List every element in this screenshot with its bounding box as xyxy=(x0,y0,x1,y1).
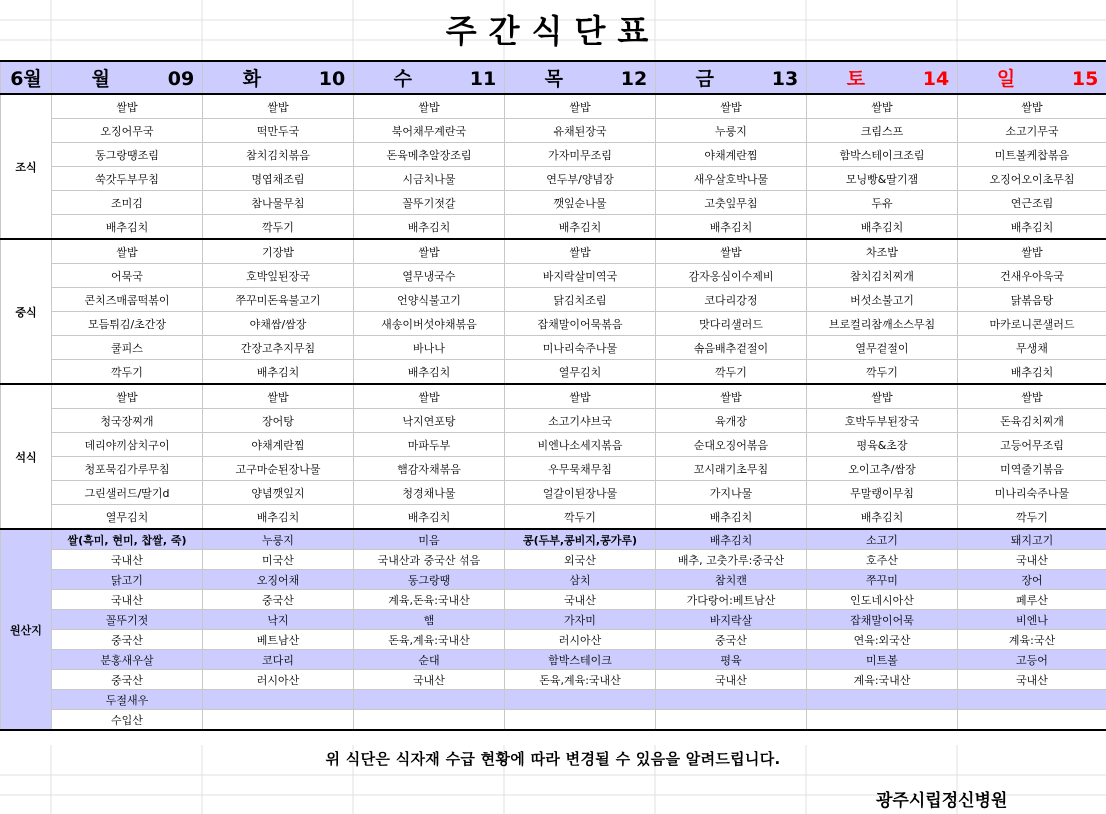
origin-cell: 돈육,계육:국내산 xyxy=(505,670,656,690)
menu-item: 깍두기 xyxy=(958,505,1106,530)
day-header xyxy=(505,61,656,94)
menu-item: 모닝빵&딸기잼 xyxy=(807,167,958,191)
menu-item: 쌀밥 xyxy=(52,239,203,264)
menu-item: 열무김치 xyxy=(505,360,656,385)
menu-item: 육개장 xyxy=(656,409,807,433)
origin-cell: 바지락살 xyxy=(656,610,807,630)
menu-item: 동그랑땡조림 xyxy=(52,143,203,167)
origin-cell xyxy=(505,690,656,710)
meal-row xyxy=(1,264,1106,288)
menu-item: 바지락살미역국 xyxy=(505,264,656,288)
menu-item: 배추김치 xyxy=(203,360,354,385)
menu-item: 낙지연포탕 xyxy=(354,409,505,433)
menu-item: 떡만두국 xyxy=(203,119,354,143)
menu-item: 새우살호박나물 xyxy=(656,167,807,191)
menu-item: 차조밥 xyxy=(807,239,958,264)
origin-cell: 미트볼 xyxy=(807,650,958,670)
origin-row xyxy=(1,670,1106,690)
day-name: 월 xyxy=(91,68,110,90)
meal-row xyxy=(1,191,1106,215)
menu-item: 쌀밥 xyxy=(505,239,656,264)
menu-item: 건새우아욱국 xyxy=(958,264,1106,288)
menu-item: 쌀밥 xyxy=(807,384,958,409)
meal-row xyxy=(1,215,1106,240)
origin-row xyxy=(1,710,1106,731)
menu-item: 배추김치 xyxy=(807,505,958,530)
origin-cell: 수입산 xyxy=(52,710,203,731)
meal-row xyxy=(1,457,1106,481)
origin-cell: 순대 xyxy=(354,650,505,670)
menu-item: 무말랭이무침 xyxy=(807,481,958,505)
origin-cell: 가자미 xyxy=(505,610,656,630)
day-date: 10 xyxy=(318,68,346,90)
meal-row xyxy=(1,360,1106,385)
origin-cell xyxy=(505,710,656,731)
menu-item: 쌀밥 xyxy=(354,384,505,409)
origin-cell: 중국산 xyxy=(656,630,807,650)
origin-cell: 평육 xyxy=(656,650,807,670)
menu-item: 배추김치 xyxy=(203,505,354,530)
menu-item: 배추김치 xyxy=(354,505,505,530)
meal-row xyxy=(1,433,1106,457)
day-name: 수 xyxy=(393,68,412,90)
origin-row xyxy=(1,610,1106,630)
origin-cell: 오징어채 xyxy=(203,570,354,590)
hospital-name: 광주시립정신병원 xyxy=(876,791,1008,811)
origin-cell xyxy=(203,710,354,731)
origin-row xyxy=(1,570,1106,590)
page-title: 주간식단표 xyxy=(445,12,661,50)
menu-item: 배추김치 xyxy=(354,360,505,385)
menu-item: 닭김치조림 xyxy=(505,288,656,312)
origin-cell: 계육:국산 xyxy=(958,630,1106,650)
menu-item: 평육&초장 xyxy=(807,433,958,457)
menu-item: 얼갈이된장나물 xyxy=(505,481,656,505)
menu-item: 배추김치 xyxy=(958,215,1106,240)
menu-item: 그린샐러드/딸기d xyxy=(52,481,203,505)
menu-item: 참나물무침 xyxy=(203,191,354,215)
menu-item: 미역줄기볶음 xyxy=(958,457,1106,481)
menu-item: 쌀밥 xyxy=(203,94,354,119)
origin-cell: 미국산 xyxy=(203,550,354,570)
menu-item: 배추김치 xyxy=(958,360,1106,385)
origin-cell: 고등어 xyxy=(958,650,1106,670)
origin-cell: 국내산 xyxy=(52,550,203,570)
day-name: 목 xyxy=(544,68,563,90)
menu-item: 돈육메추알장조림 xyxy=(354,143,505,167)
menu-item: 솎음배추겉절이 xyxy=(656,336,807,360)
origin-cell: 국내산 xyxy=(354,670,505,690)
meal-row xyxy=(1,288,1106,312)
day-header-row xyxy=(1,61,1106,94)
menu-item: 마파두부 xyxy=(354,433,505,457)
meal-row xyxy=(1,167,1106,191)
menu-item: 언양식불고기 xyxy=(354,288,505,312)
menu-item: 코다리강정 xyxy=(656,288,807,312)
menu-item: 쌀밥 xyxy=(958,94,1106,119)
menu-item: 모듬튀김/초간장 xyxy=(52,312,203,336)
menu-item: 명엽채조림 xyxy=(203,167,354,191)
menu-item: 청포묵김가루무침 xyxy=(52,457,203,481)
day-header xyxy=(656,61,807,94)
origin-cell: 국내산 xyxy=(958,670,1106,690)
menu-item: 잡채말이어묵볶음 xyxy=(505,312,656,336)
menu-item: 쭈꾸미돈육불고기 xyxy=(203,288,354,312)
origin-cell: 국내산과 중국산 섞음 xyxy=(354,550,505,570)
day-date: 09 xyxy=(167,68,195,90)
menu-item: 참치김치찌개 xyxy=(807,264,958,288)
origin-cell: 소고기 xyxy=(807,529,958,550)
origin-cell: 계육,돈육:국내산 xyxy=(354,590,505,610)
menu-item: 야채계란찜 xyxy=(656,143,807,167)
menu-item: 깍두기 xyxy=(505,505,656,530)
origin-cell: 함박스테이크 xyxy=(505,650,656,670)
month-label: 6월 xyxy=(1,61,52,94)
origin-cell xyxy=(807,710,958,731)
origin-cell: 러시아산 xyxy=(203,670,354,690)
menu-item: 쌀밥 xyxy=(203,384,354,409)
menu-item: 참치김치볶음 xyxy=(203,143,354,167)
meal-label: 중식 xyxy=(1,239,52,384)
menu-item: 쌀밥 xyxy=(505,94,656,119)
menu-item: 쌀밥 xyxy=(52,384,203,409)
menu-item: 고등어무조림 xyxy=(958,433,1106,457)
menu-item: 누룽지 xyxy=(656,119,807,143)
origin-cell: 코다리 xyxy=(203,650,354,670)
menu-item: 배추김치 xyxy=(656,215,807,240)
origin-cell: 비엔나 xyxy=(958,610,1106,630)
menu-item: 청경채나물 xyxy=(354,481,505,505)
menu-item: 호박두부된장국 xyxy=(807,409,958,433)
menu-item: 오징어무국 xyxy=(52,119,203,143)
menu-item: 배추김치 xyxy=(52,215,203,240)
menu-item: 쌀밥 xyxy=(958,384,1106,409)
menu-item: 햄감자채볶음 xyxy=(354,457,505,481)
meal-row xyxy=(1,143,1106,167)
origin-cell: 미음 xyxy=(354,529,505,550)
menu-item: 연근조림 xyxy=(958,191,1106,215)
menu-item: 깻잎순나물 xyxy=(505,191,656,215)
menu-item: 유채된장국 xyxy=(505,119,656,143)
origin-row xyxy=(1,690,1106,710)
menu-item: 쌀밥 xyxy=(505,384,656,409)
menu-item: 열무김치 xyxy=(52,505,203,530)
menu-item: 간장고추지무침 xyxy=(203,336,354,360)
meal-row xyxy=(1,409,1106,433)
origin-cell xyxy=(958,690,1106,710)
menu-item: 쌀밥 xyxy=(52,94,203,119)
origin-cell: 외국산 xyxy=(505,550,656,570)
origin-cell xyxy=(656,710,807,731)
menu-item: 연두부/양념장 xyxy=(505,167,656,191)
menu-item: 우무묵채무침 xyxy=(505,457,656,481)
origin-cell: 누룽지 xyxy=(203,529,354,550)
origin-cell: 동그랑땡 xyxy=(354,570,505,590)
origin-cell: 낙지 xyxy=(203,610,354,630)
origin-cell: 돼지고기 xyxy=(958,529,1106,550)
origin-cell: 국내산 xyxy=(52,590,203,610)
menu-item: 쌀밥 xyxy=(958,239,1106,264)
menu-item: 깍두기 xyxy=(656,360,807,385)
day-name: 화 xyxy=(242,68,261,90)
origin-cell: 쌀(흑미, 현미, 찹쌀, 죽) xyxy=(52,529,203,550)
day-date: 12 xyxy=(620,68,648,90)
menu-item: 장어탕 xyxy=(203,409,354,433)
origin-cell: 꼴뚜기젓 xyxy=(52,610,203,630)
menu-item: 쌀밥 xyxy=(354,239,505,264)
menu-item: 가자미무조림 xyxy=(505,143,656,167)
menu-item: 감자옹심이수제비 xyxy=(656,264,807,288)
menu-item: 북어채무계란국 xyxy=(354,119,505,143)
meal-row xyxy=(1,481,1106,505)
origin-cell: 돈육,계육:국내산 xyxy=(354,630,505,650)
weekly-menu-table xyxy=(0,60,1106,731)
origin-cell: 국내산 xyxy=(958,550,1106,570)
day-header xyxy=(354,61,505,94)
origin-row xyxy=(1,630,1106,650)
menu-item: 미나리숙주나물 xyxy=(505,336,656,360)
menu-item: 무생채 xyxy=(958,336,1106,360)
menu-item: 조미김 xyxy=(52,191,203,215)
menu-item: 오이고추/쌈장 xyxy=(807,457,958,481)
menu-item: 쿨피스 xyxy=(52,336,203,360)
menu-item: 쌀밥 xyxy=(354,94,505,119)
origin-cell xyxy=(958,710,1106,731)
origin-cell: 중국산 xyxy=(52,670,203,690)
menu-item: 함박스테이크조림 xyxy=(807,143,958,167)
origin-row xyxy=(1,550,1106,570)
origin-cell: 국내산 xyxy=(656,670,807,690)
origin-cell xyxy=(656,690,807,710)
meal-label: 석식 xyxy=(1,384,52,529)
origin-cell xyxy=(203,690,354,710)
origin-cell: 참치캔 xyxy=(656,570,807,590)
origin-cell: 쭈꾸미 xyxy=(807,570,958,590)
menu-item: 청국장찌개 xyxy=(52,409,203,433)
origin-cell xyxy=(354,710,505,731)
origin-cell: 중국산 xyxy=(203,590,354,610)
origin-cell: 페루산 xyxy=(958,590,1106,610)
menu-item: 쑥갓두부무침 xyxy=(52,167,203,191)
menu-item: 비엔나소세지볶음 xyxy=(505,433,656,457)
origin-cell: 국내산 xyxy=(505,590,656,610)
origin-row xyxy=(1,529,1106,550)
menu-item: 소고기샤브국 xyxy=(505,409,656,433)
day-header xyxy=(203,61,354,94)
day-header xyxy=(958,61,1106,94)
menu-item: 양념깻잎지 xyxy=(203,481,354,505)
meal-row xyxy=(1,94,1106,119)
meal-label: 조식 xyxy=(1,94,52,239)
day-date: 15 xyxy=(1071,68,1099,90)
menu-item: 야채쌈/쌈장 xyxy=(203,312,354,336)
menu-item: 오징어오이초무침 xyxy=(958,167,1106,191)
menu-item: 배추김치 xyxy=(505,215,656,240)
menu-item: 콘치즈매콤떡볶이 xyxy=(52,288,203,312)
day-name: 일 xyxy=(996,68,1016,90)
menu-item: 순대오징어볶음 xyxy=(656,433,807,457)
menu-item: 열무겉절이 xyxy=(807,336,958,360)
menu-item: 깍두기 xyxy=(807,360,958,385)
day-name: 토 xyxy=(846,68,865,90)
menu-item: 맛다리샐러드 xyxy=(656,312,807,336)
menu-item: 배추김치 xyxy=(354,215,505,240)
day-header xyxy=(52,61,203,94)
menu-item: 미트볼케찹볶음 xyxy=(958,143,1106,167)
menu-item: 쌀밥 xyxy=(807,94,958,119)
origin-cell: 삼치 xyxy=(505,570,656,590)
menu-item: 쌀밥 xyxy=(656,239,807,264)
menu-item: 새송이버섯야채볶음 xyxy=(354,312,505,336)
origin-cell: 베트남산 xyxy=(203,630,354,650)
origin-cell: 계육:국내산 xyxy=(807,670,958,690)
menu-item: 두유 xyxy=(807,191,958,215)
meal-row xyxy=(1,384,1106,409)
meal-row xyxy=(1,505,1106,530)
menu-item: 닭볶음탕 xyxy=(958,288,1106,312)
day-date: 11 xyxy=(469,68,497,90)
day-date: 13 xyxy=(771,68,799,90)
origin-cell xyxy=(807,690,958,710)
origin-cell: 잡채말이어묵 xyxy=(807,610,958,630)
menu-item: 쌀밥 xyxy=(656,384,807,409)
notice-text: 위 식단은 식자재 수급 현황에 따라 변경될 수 있음을 알려드립니다. xyxy=(325,750,781,768)
origin-cell: 장어 xyxy=(958,570,1106,590)
menu-item: 어묵국 xyxy=(52,264,203,288)
menu-item: 꼬시래기초무침 xyxy=(656,457,807,481)
origin-cell: 호주산 xyxy=(807,550,958,570)
menu-item: 열무냉국수 xyxy=(354,264,505,288)
day-name: 금 xyxy=(695,68,714,90)
origin-cell: 가다랑어:베트남산 xyxy=(656,590,807,610)
menu-item: 쌀밥 xyxy=(656,94,807,119)
origin-row xyxy=(1,650,1106,670)
menu-item: 바나나 xyxy=(354,336,505,360)
origin-cell: 분홍새우살 xyxy=(52,650,203,670)
menu-item: 호박잎된장국 xyxy=(203,264,354,288)
origin-cell: 중국산 xyxy=(52,630,203,650)
menu-item: 깍두기 xyxy=(203,215,354,240)
origin-label: 원산지 xyxy=(1,529,52,730)
day-header xyxy=(807,61,958,94)
meal-row xyxy=(1,312,1106,336)
origin-cell: 배추, 고춧가루:중국산 xyxy=(656,550,807,570)
menu-item: 마카로니콘샐러드 xyxy=(958,312,1106,336)
origin-cell xyxy=(354,690,505,710)
menu-item: 시금치나물 xyxy=(354,167,505,191)
origin-cell: 콩(두부,콩비지,콩가루) xyxy=(505,529,656,550)
menu-item: 고춧잎무침 xyxy=(656,191,807,215)
menu-item: 기장밥 xyxy=(203,239,354,264)
meal-row xyxy=(1,239,1106,264)
menu-item: 가지나물 xyxy=(656,481,807,505)
origin-cell: 두절새우 xyxy=(52,690,203,710)
menu-item: 브로컬리참깨소스무침 xyxy=(807,312,958,336)
menu-item: 돈육김치찌개 xyxy=(958,409,1106,433)
day-date: 14 xyxy=(922,68,950,90)
origin-row xyxy=(1,590,1106,610)
menu-item: 미나리숙주나물 xyxy=(958,481,1106,505)
origin-cell: 인도네시아산 xyxy=(807,590,958,610)
menu-item: 배추김치 xyxy=(807,215,958,240)
menu-item: 꼴뚜기젓갈 xyxy=(354,191,505,215)
meal-row xyxy=(1,119,1106,143)
menu-item: 데리야끼삼치구이 xyxy=(52,433,203,457)
menu-item: 버섯소불고기 xyxy=(807,288,958,312)
origin-cell: 배추김치 xyxy=(656,529,807,550)
menu-item: 야채계란찜 xyxy=(203,433,354,457)
menu-item: 크림스프 xyxy=(807,119,958,143)
menu-item: 고구마순된장나물 xyxy=(203,457,354,481)
menu-item: 깍두기 xyxy=(52,360,203,385)
origin-cell: 닭고기 xyxy=(52,570,203,590)
meal-row xyxy=(1,336,1106,360)
origin-cell: 연육:외국산 xyxy=(807,630,958,650)
menu-item: 소고기무국 xyxy=(958,119,1106,143)
origin-cell: 햄 xyxy=(354,610,505,630)
menu-item: 배추김치 xyxy=(656,505,807,530)
origin-cell: 러시아산 xyxy=(505,630,656,650)
